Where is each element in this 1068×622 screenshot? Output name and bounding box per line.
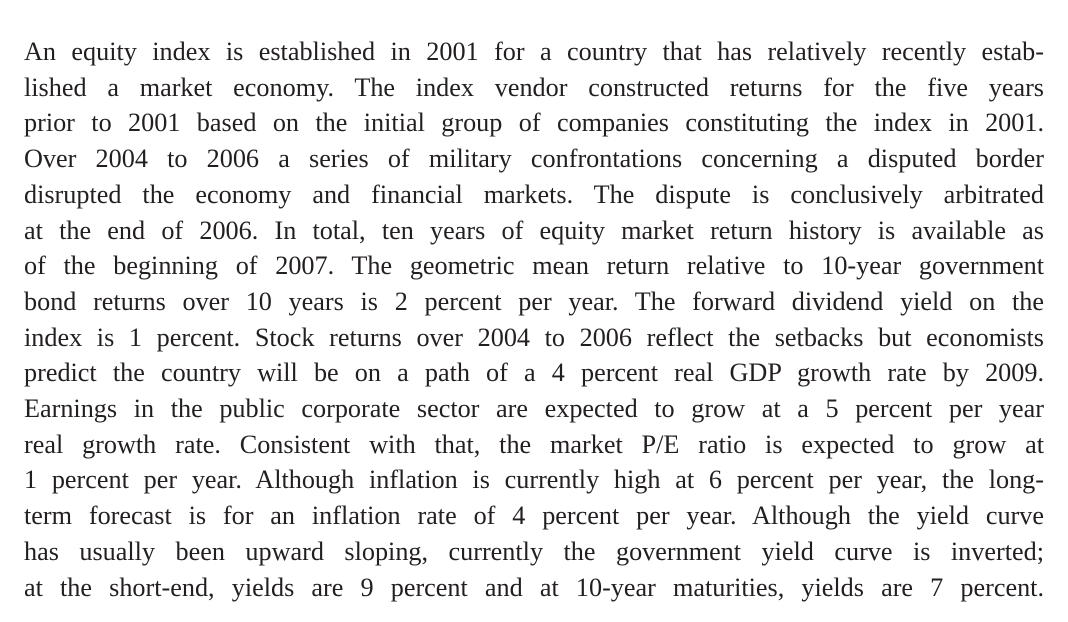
paragraph <box>24 34 1044 605</box>
paragraph-line-6: at the end of 2006. In total, ten years of equity market return history is available as <box>24 215 1044 245</box>
paragraph-line-5: disrupted the economy and financial markets. The dispute is conclusively arbitrated <box>24 179 1044 209</box>
paragraph-line-15: has usually been upward sloping, currently the government yield curve is inverted; <box>24 536 1044 566</box>
paragraph-line-12: real growth rate. Consistent with that, the market P/E ratio is expected to grow at <box>24 429 1044 459</box>
paragraph-line-3: prior to 2001 based on the initial group of companies constituting the index in 2001. <box>24 108 1044 138</box>
paragraph-line-10: predict the country will be on a path of a 4 percent real GDP growth rate by 2009. <box>24 358 1044 388</box>
paragraph-line-13: 1 percent per year. Although inflation is currently high at 6 percent per year, the long- <box>24 465 1044 495</box>
paragraph-line-16: at the short-end, yields are 9 percent and at 10-year maturities, yields are 7 percent. <box>24 572 1044 602</box>
paragraph-line-11: Earnings in the public corporate sector are expected to grow at a 5 percent per year <box>24 394 1044 424</box>
paragraph-line-14: term forecast is for an inflation rate of 4 percent per year. Although the yield curve <box>24 501 1044 531</box>
paragraph-line-9: index is 1 percent. Stock returns over 2004 to 2006 reflect the setbacks but economists <box>24 322 1044 352</box>
paragraph-line-7: of the beginning of 2007. The geometric mean return relative to 10-year government <box>24 251 1044 281</box>
paragraph-line-4: Over 2004 to 2006 a series of military confrontations concerning a disputed border <box>24 144 1044 174</box>
paragraph-line-1: An equity index is established in 2001 for a country that has relatively recently estab- <box>24 37 1044 66</box>
paragraph-line-2: lished a market economy. The index vendor constructed returns for the five years <box>24 72 1044 102</box>
paragraph-line-8: bond returns over 10 years is 2 percent per year. The forward dividend yield on the <box>24 286 1044 316</box>
